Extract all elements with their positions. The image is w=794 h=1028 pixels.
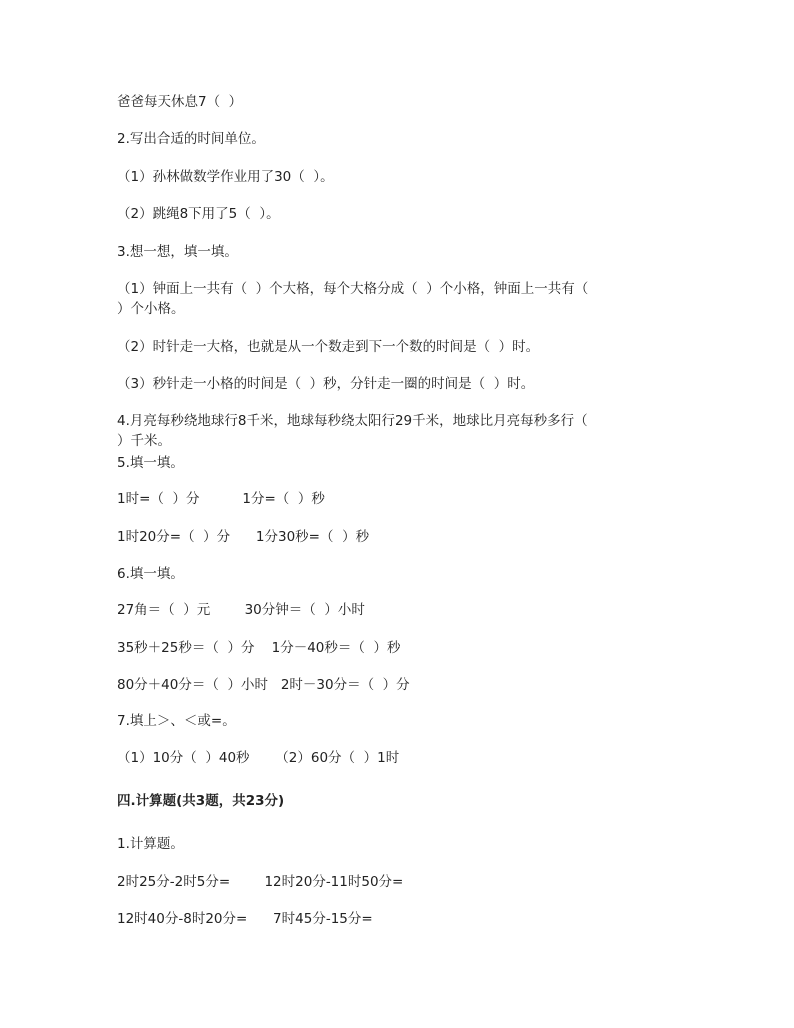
- question-6-row-1: 27角＝（ ）元 30分钟＝（ ）小时: [117, 602, 365, 618]
- question-4: 4.月亮每秒绕地球行8千米，地球每秒绕太阳行29千米，地球比月亮每秒多行（: [117, 413, 588, 429]
- fill-item-rest-time: 爸爸每天休息7（ ）: [117, 94, 243, 110]
- question-5-row-1: 1时=（ ）分 1分=（ ）秒: [117, 491, 325, 507]
- question-2-item-1: （1）孙林做数学作业用了30（ ）。: [117, 169, 334, 185]
- section-4-heading: 四.计算题(共3题，共23分): [117, 793, 285, 809]
- calc-question-1-title: 1.计算题。: [117, 836, 184, 852]
- question-2-item-2: （2）跳绳8下用了5（ ）。: [117, 206, 280, 222]
- question-3-title: 3.想一想，填一填。: [117, 244, 238, 260]
- question-3-item-1: （1）钟面上一共有（ ）个大格，每个大格分成（ ）个小格，钟面上一共有（: [117, 281, 589, 297]
- question-3-item-3: （3）秒针走一小格的时间是（ ）秒，分针走一圈的时间是（ ）时。: [117, 376, 535, 392]
- calc-row-2: 12时40分-8时20分= 7时45分-15分=: [117, 911, 373, 927]
- question-6-title: 6.填一填。: [117, 566, 184, 582]
- question-7-row: （1）10分（ ）40秒 （2）60分（ ）1时: [117, 750, 400, 766]
- question-7-title: 7.填上＞、＜或=。: [117, 713, 236, 729]
- calc-row-1: 2时25分-2时5分= 12时20分-11时50分=: [117, 874, 404, 890]
- question-6-row-2: 35秒＋25秒＝（ ）分 1分－40秒＝（ ）秒: [117, 640, 401, 656]
- question-5-row-2: 1时20分=（ ）分 1分30秒=（ ）秒: [117, 529, 370, 545]
- question-3-item-2: （2）时针走一大格，也就是从一个数走到下一个数的时间是（ ）时。: [117, 339, 540, 355]
- question-4-cont: ）千米。: [117, 433, 171, 449]
- question-2-title: 2.写出合适的时间单位。: [117, 131, 265, 147]
- question-5-title: 5.填一填。: [117, 455, 184, 471]
- question-3-item-1-cont: ）个小格。: [117, 301, 185, 317]
- question-6-row-3: 80分＋40分＝（ ）小时 2时－30分＝（ ）分: [117, 677, 410, 693]
